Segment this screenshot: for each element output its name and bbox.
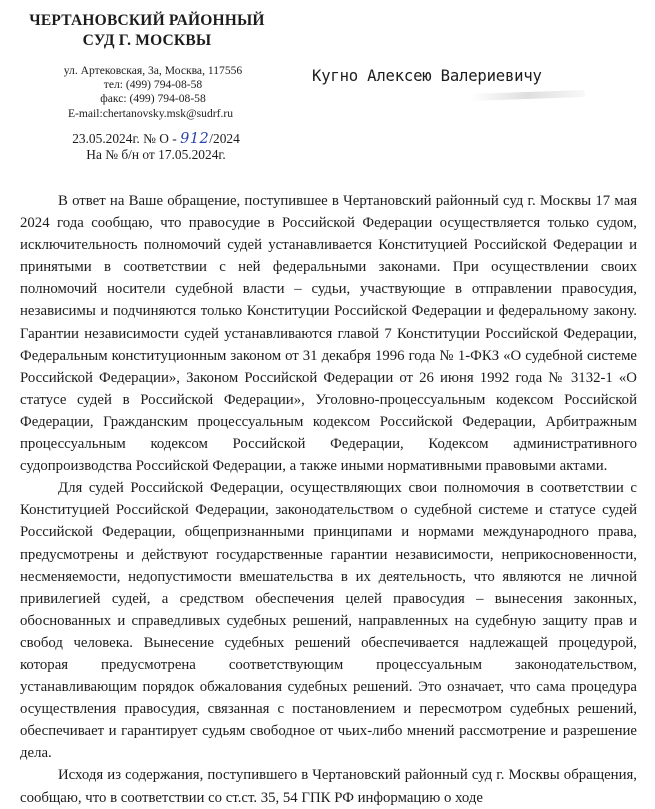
letter-body (20, 190, 637, 809)
reference-line: На № б/н от 17.05.2024г. (86, 147, 226, 162)
faded-mark (470, 90, 585, 101)
recipient-name: Кугно Алексею Валериевичу (312, 67, 542, 85)
registration-date: 23.05.2024г. (72, 131, 140, 146)
court-name-line1: ЧЕРТАНОВСКИЙ РАЙОННЫЙ (29, 12, 265, 29)
court-phone: тел: (499) 794-08-58 (103, 78, 203, 92)
court-name (18, 11, 276, 51)
body-paragraph-1: В ответ на Ваше обращение, поступившее в Чертановский районный суд г. Москвы 17 мая 2024 года сообщаю, что правосудие в Российской Федерации осуществляется только судом, исключительность полномочий судей устанавливается Конституцией Российской Федерации и принятыми в соответствии с ней федеральными законами. При осуществлении своих полномочий носители судебной власти – судьи, участвующие в отправлении правосудия, независимы и подчиняются только Конституции Российской Федерации и федеральному закону. Гарантии независимости судей устанавливаются главой 7 Конституции Российской Федерации, Федеральным конституционным законом от 31 декабря 1996 года № 1-ФКЗ «О судебной системе Российской Федерации», Законом Российской Федерации от 26 июня 1992 года № 3132-1 «О статусе судей в Российской Федерации», Уголовно-процессуальным кодексом Российской Федерации, Гражданским процессуальным кодексом Российской Федерации, Арбитражным процессуальным кодексом Российской Федерации, Кодексом административного судопроизводства Российской Федерации, а также иными нормативными правовыми актами. (20, 193, 637, 475)
body-paragraph-2: Для судей Российской Федерации, осуществляющих свои полномочия в соответствии с Конституцией Российской Федерации, законодательством о судебной системе и статусе судей Российской Федерации, общепризнанными принципами и нормами международного права, предусмотрены и действуют государственные гарантии независимости, неприкосновенности, несменяемости, недопустимости вмешательства в их деятельность, что являются не личной привилегией судей, а средством обеспечения целей правосудия – вынесения законных, обоснованных и справедливых судебных решений, направленных на судебную защиту прав и свобод человека. Вынесение судебных решений обеспечивается надлежащей процедурой, которая предусмотрена соответствующим процессуальным законодательством, устанавливающим порядок обжалования судебных решений. Это означает, что сама процедура осуществления правосудия, связанная с постановлением и пересмотром судебных решений, обеспечивает и гарантирует судьям свободное от чьих-либо мнений рассмотрение и разрешение дела. (20, 480, 637, 762)
court-name-line2: СУД Г. МОСКВЫ (82, 32, 212, 49)
registration-line (56, 131, 256, 147)
registration-number-prefix: № О - (143, 131, 177, 146)
registration-number-handwritten: 912 (180, 131, 210, 147)
court-address: ул. Артековская, 3а, Москва, 117556 (63, 64, 243, 77)
body-paragraph-3: Исходя из содержания, поступившего в Чертановский районный суд г. Москвы обращения, сообщаю, что в соответствии со ст.ст. 35, 54 ГПК РФ информацию о ходе (20, 767, 637, 806)
court-fax: факс: (499) 794-08-58 (100, 92, 206, 106)
registration-year: /2024 (209, 131, 240, 146)
court-contacts (48, 64, 258, 121)
court-email: E-mail:chertanovsky.msk@sudrf.ru (67, 106, 234, 120)
